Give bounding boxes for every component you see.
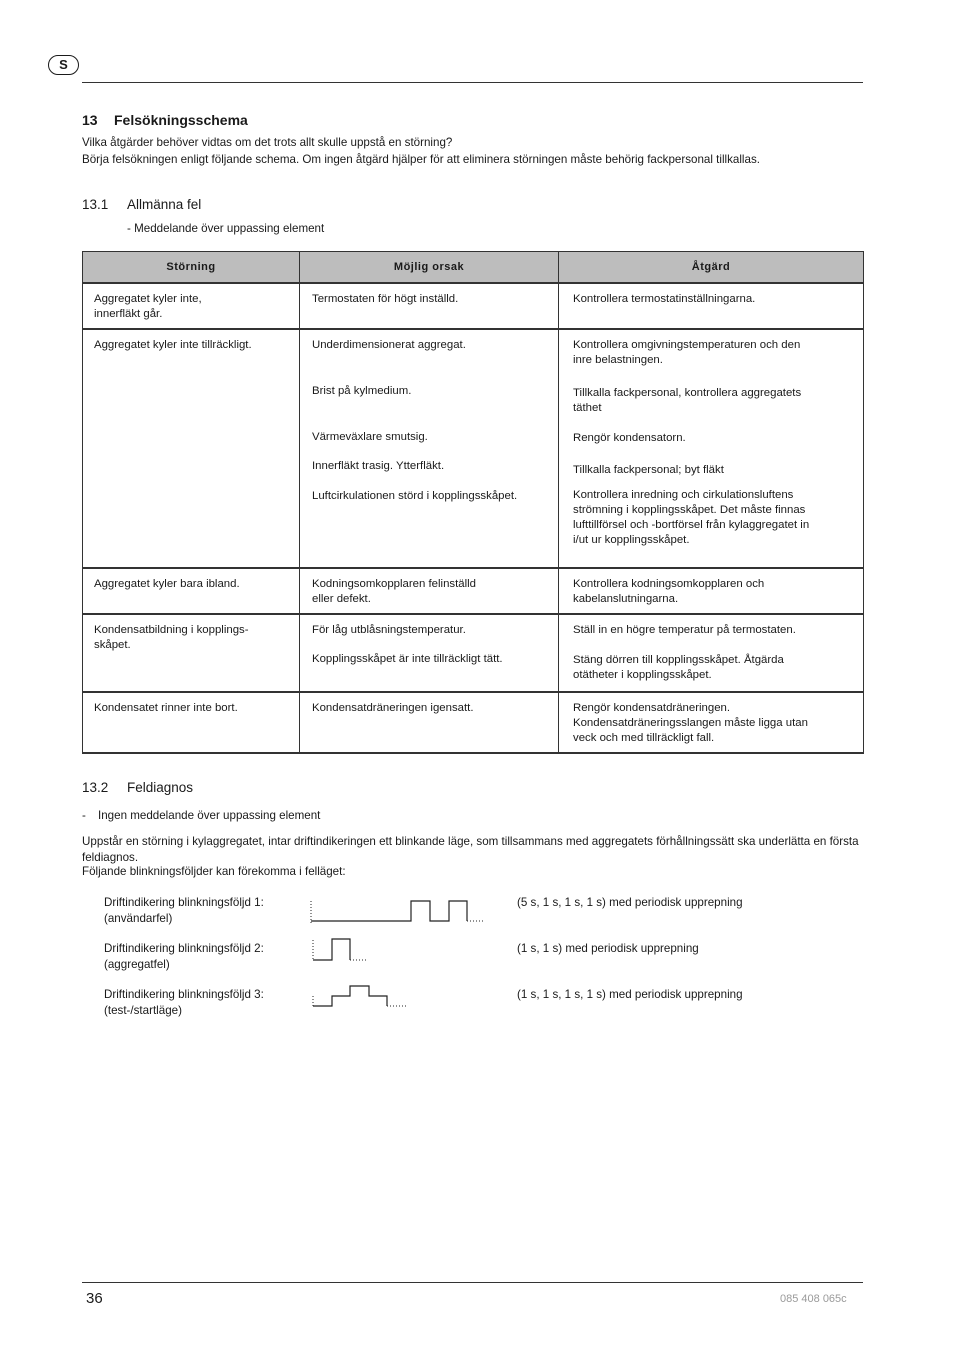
action-cell (559, 283, 864, 329)
action-item (573, 623, 855, 638)
cause-text: Termostaten för högt inställd. (312, 293, 459, 305)
cause-item (312, 701, 550, 716)
language-badge: S (48, 55, 79, 75)
action-text: i/ut ur kopplingsskåpet. (573, 534, 690, 546)
action-item (573, 431, 855, 446)
table-row (83, 692, 864, 753)
cause-item (312, 577, 550, 607)
note-dash: - (82, 809, 86, 822)
cause-text: eller defekt. (312, 593, 371, 605)
column-header-cause: Möjlig orsak (300, 252, 559, 284)
action-text: inre belastningen. (573, 354, 663, 366)
blink-sequence-2-label (104, 941, 264, 973)
diagnosis-paragraph: Uppstår en störning i kylaggregatet, intar driftindikeringen ett blinkande läge, som tillsammans med aggregatets förhållningssätt ska underlätta en första feldiagnos. (82, 835, 859, 864)
cause-text: Kopplingsskåpet är inte tillräckligt tätt. (312, 653, 503, 665)
cause-item (312, 292, 550, 307)
cause-text: Värmeväxlare smutsig. (312, 431, 428, 443)
table-row (83, 283, 864, 329)
diagnosis-paragraph-2: Följande blinkningsföljder kan förekomma i felläget: (82, 865, 346, 878)
action-text: Ställ in en högre temperatur på termostaten. (573, 624, 796, 636)
section-number: 13.2 (82, 780, 109, 795)
cause-item (312, 652, 550, 667)
action-cell (559, 568, 864, 614)
blink-waveform-2 (308, 933, 378, 965)
sequence-label: Driftindikering blinkningsföljd 2: (104, 942, 264, 955)
cause-item (312, 623, 550, 638)
section-13-1-note: - Meddelande över uppassing element (127, 222, 325, 235)
column-header-action: Åtgärd (559, 252, 864, 284)
action-text: veck och med tillräckligt fall. (573, 732, 715, 744)
action-text: täthet (573, 402, 602, 414)
action-text: Kondensatdräneringsslangen måste ligga utan (573, 717, 808, 729)
fault-text: Kondensatbildning i kopplings- (94, 624, 249, 636)
action-item (573, 701, 855, 746)
cause-item (312, 430, 550, 445)
cause-text: Brist på kylmedium. (312, 385, 412, 397)
section-number: 13 (82, 112, 98, 128)
section-13-1-heading (82, 197, 201, 212)
blink-waveform-3 (308, 980, 412, 1010)
sequence-sublabel: (test-/startläge) (104, 1004, 182, 1017)
action-text: Kontrollera inredning och cirkulationsluftens (573, 489, 794, 501)
sequence-label: Driftindikering blinkningsföljd 1: (104, 896, 264, 909)
section-13-heading (82, 112, 248, 128)
action-item (573, 338, 855, 368)
blink-waveform-1 (308, 895, 488, 925)
fault-cell (83, 283, 300, 329)
intro-line-2: Börja felsökningen enligt följande schema. Om ingen åtgärd hjälper för att eliminera störningen måste behörig fackpersonal tillkallas. (82, 153, 760, 166)
action-text: Kontrollera kodningsomkopplaren och (573, 578, 765, 590)
fault-text: Aggregatet kyler inte tillräckligt. (94, 339, 252, 351)
fault-cell (83, 614, 300, 692)
note-text: Ingen meddelande över uppassing element (98, 809, 321, 822)
blink-sequence-1-label (104, 895, 264, 927)
document-code: 085 408 065c (780, 1293, 847, 1305)
action-text: otätheter i kopplingsskåpet. (573, 669, 712, 681)
cause-cell (300, 329, 559, 568)
action-item (573, 577, 855, 607)
blink-sequence-2-description: (1 s, 1 s) med periodisk upprepning (517, 942, 699, 955)
intro-line-1: Vilka åtgärder behöver vidtas om det trots allt skulle uppstå en störning? (82, 136, 453, 149)
section-13-2-note (82, 809, 320, 822)
section-title: Feldiagnos (127, 780, 194, 795)
action-text: Stäng dörren till kopplingsskåpet. Åtgärda (573, 654, 784, 666)
table-row (83, 614, 864, 692)
cause-text: Kodningsomkopplaren felinställd (312, 578, 477, 590)
action-item (573, 463, 855, 478)
cause-cell (300, 614, 559, 692)
section-title: Allmänna fel (127, 197, 202, 212)
action-text: Kontrollera omgivningstemperaturen och den (573, 339, 801, 351)
cause-text: Luftcirkulationen störd i kopplingsskåpet. (312, 490, 518, 502)
cause-item (312, 489, 550, 504)
action-text: Rengör kondensatorn. (573, 432, 686, 444)
action-item (573, 386, 855, 416)
cause-text: Kondensatdräneringen igensatt. (312, 702, 474, 714)
fault-cell (83, 568, 300, 614)
action-text: Tillkalla fackpersonal; byt fläkt (573, 464, 724, 476)
action-text: kabelanslutningarna. (573, 593, 679, 605)
page-number: 36 (86, 1290, 103, 1307)
action-text: Tillkalla fackpersonal, kontrollera aggregatets (573, 387, 802, 399)
sequence-label: Driftindikering blinkningsföljd 3: (104, 988, 264, 1001)
fault-cell (83, 692, 300, 753)
footer-rule (82, 1282, 863, 1283)
fault-text: Kondensatet rinner inte bort. (94, 702, 238, 714)
action-cell (559, 614, 864, 692)
action-cell (559, 692, 864, 753)
cause-item (312, 384, 550, 399)
action-text: Kontrollera termostatinställningarna. (573, 293, 756, 305)
cause-cell (300, 568, 559, 614)
blink-sequence-3-description: (1 s, 1 s, 1 s, 1 s) med periodisk upprepning (517, 988, 743, 1001)
blink-sequence-3-label (104, 987, 264, 1019)
cause-text: Innerfläkt trasig. Ytterfläkt. (312, 460, 445, 472)
fault-text: Aggregatet kyler bara ibland. (94, 578, 240, 590)
fault-cell (83, 329, 300, 568)
fault-text: skåpet. (94, 639, 131, 651)
table-header-row (83, 252, 864, 284)
table-row (83, 568, 864, 614)
fault-text: innerfläkt går. (94, 308, 163, 320)
cause-text: Underdimensionerat aggregat. (312, 339, 466, 351)
fault-text: Aggregatet kyler inte, (94, 293, 202, 305)
table-row (83, 329, 864, 568)
cause-item (312, 459, 550, 474)
action-cell (559, 329, 864, 568)
action-text: Rengör kondensatdräneringen. (573, 702, 731, 714)
cause-text: För låg utblåsningstemperatur. (312, 624, 466, 636)
cause-item (312, 338, 550, 353)
header-rule (82, 82, 863, 83)
action-item (573, 292, 855, 307)
cause-cell (300, 283, 559, 329)
action-item (573, 653, 855, 683)
section-number: 13.1 (82, 197, 109, 212)
fault-table (82, 251, 864, 754)
column-header-fault: Störning (83, 252, 300, 284)
section-title: Felsökningsschema (114, 112, 248, 128)
action-item (573, 488, 855, 548)
sequence-sublabel: (användarfel) (104, 912, 173, 925)
sequence-sublabel: (aggregatfel) (104, 958, 170, 971)
blink-sequence-1-description: (5 s, 1 s, 1 s, 1 s) med periodisk upprepning (517, 896, 743, 909)
cause-cell (300, 692, 559, 753)
section-13-2-heading (82, 780, 193, 795)
action-text: strömning i kopplingsskåpet. Det måste finnas (573, 504, 806, 516)
action-text: lufttillförsel och -bortförsel från kylaggregatet in (573, 519, 810, 531)
